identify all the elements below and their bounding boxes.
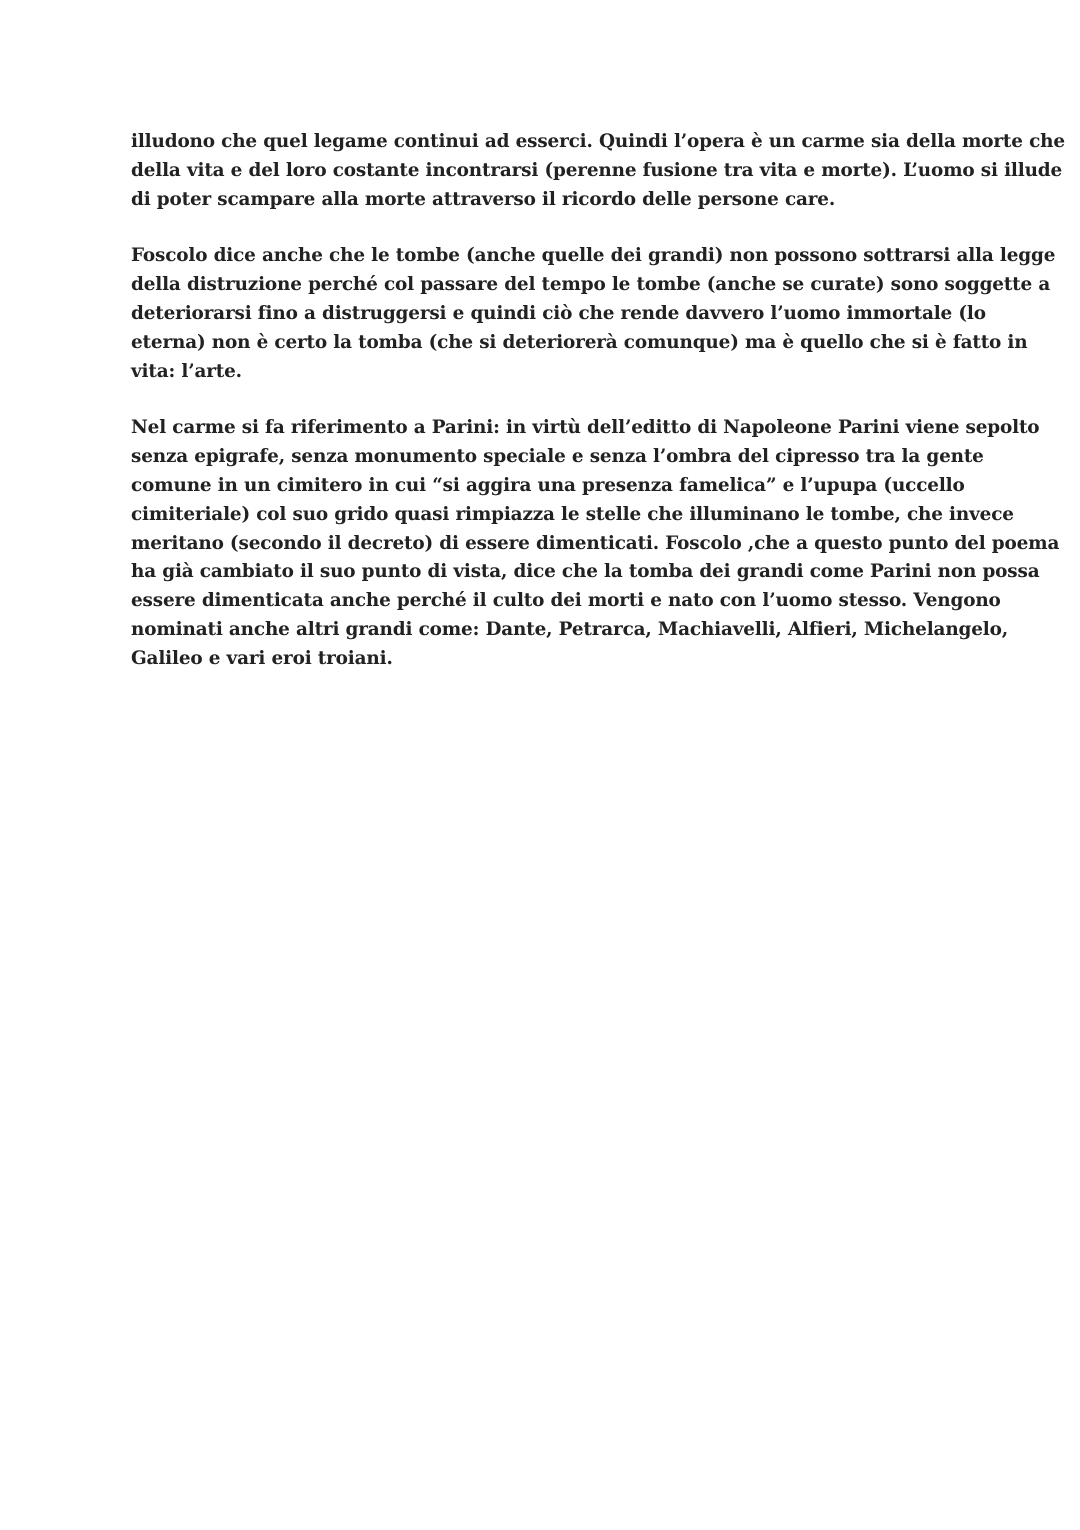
text-line: senza epigrafe, senza monumento speciale e senza l’ombra del cipresso tra la gente [131, 446, 984, 468]
paragraph-3 [131, 414, 1060, 673]
text-line: Foscolo dice anche che le tombe (anche quelle dei grandi) non possono sottrarsi alla legge [131, 245, 1056, 267]
text-line: eterna) non è certo la tomba (che si deteriorerà comunque) ma è quello che si è fatto in [131, 331, 1028, 353]
text-line: di poter scampare alla morte attraverso il ricordo delle persone care. [131, 188, 836, 210]
text-line: deteriorarsi fino a distruggersi e quindi ciò che rende davvero l’uomo immortale (lo [131, 302, 986, 324]
text-line: Galileo e vari eroi troiani. [131, 647, 393, 669]
text-line: della vita e del loro costante incontrarsi (perenne fusione tra vita e morte). L’uomo si illude [131, 159, 1063, 181]
text-line: illudono che quel legame continui ad esserci. Quindi l’opera è un carme sia della morte che [131, 131, 1065, 152]
text-line: Nel carme si fa riferimento a Parini: in virtù dell’editto di Napoleone Parini viene sepolto [131, 417, 1040, 439]
text-line: vita: l’arte. [131, 360, 242, 382]
text-line: nominati anche altri grandi come: Dante, Petrarca, Machiavelli, Alfieri, Michelangelo, [131, 618, 1008, 640]
document-body [131, 128, 1065, 702]
text-line: ha già cambiato il suo punto di vista, dice che la tomba dei grandi come Parini non possa [131, 561, 1040, 583]
text-line: cimiteriale) col suo grido quasi rimpiazza le stelle che illuminano le tombe, che invece [131, 503, 1014, 525]
paragraph-1 [131, 128, 1065, 214]
text-line: meritano (secondo il decreto) di essere dimenticati. Foscolo ,che a questo punto del poema [131, 532, 1060, 554]
text-line: comune in un cimitero in cui “si aggira una presenza famelica” e l’upupa (uccello [131, 474, 965, 496]
text-line: essere dimenticata anche perché il culto dei morti e nato con l’uomo stesso. Vengono [131, 590, 1001, 612]
paragraph-2 [131, 242, 1056, 386]
text-line: della distruzione perché col passare del tempo le tombe (anche se curate) sono soggette a [131, 274, 1051, 296]
